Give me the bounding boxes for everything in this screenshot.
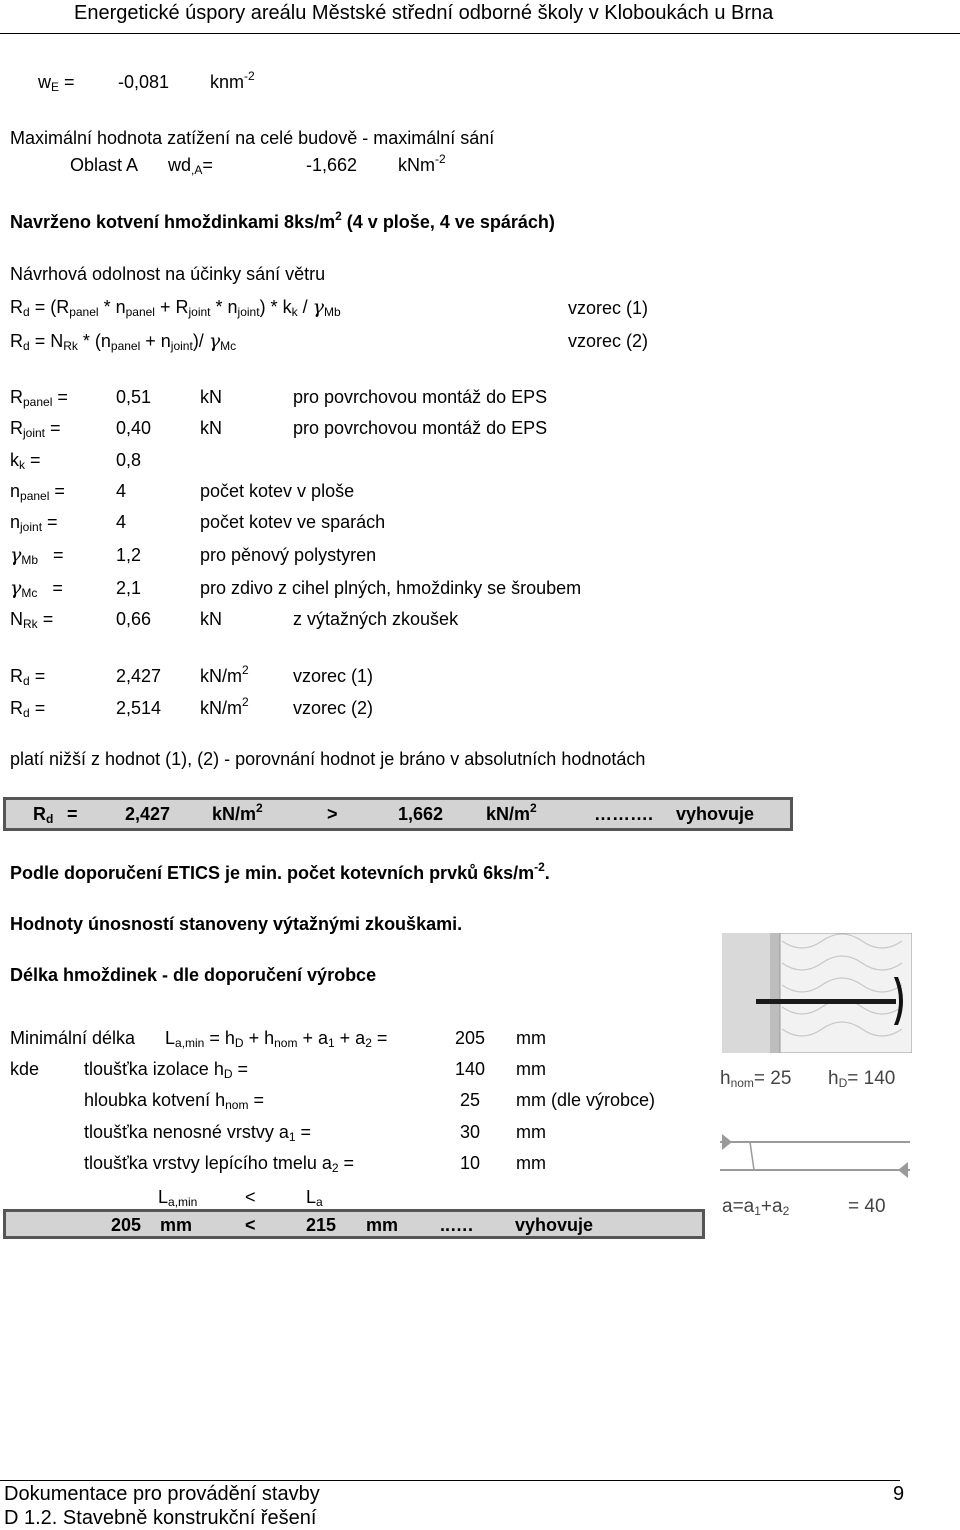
pullout-note: Hodnoty únosností stanoveny výtažnými zkouškami. bbox=[10, 914, 463, 934]
formula-1-label: vzorec (1) bbox=[568, 298, 649, 318]
header-rule bbox=[0, 33, 960, 34]
check-1-verdict: vyhovuje bbox=[676, 804, 755, 824]
footer-rule bbox=[0, 1480, 900, 1481]
formula-2: $R_d = N_{Rk} * (n_{panel} + n_{joint})/$ $\gamma_{Mc}$ bbox=[10, 330, 237, 353]
param-unit: kN bbox=[200, 418, 222, 438]
compare-lamin: $L_{a,min}$ bbox=[158, 1187, 198, 1209]
param-row: $\gamma_{Mb}$ = bbox=[10, 544, 64, 567]
param-row: $k_k$ = bbox=[10, 450, 41, 472]
check-1-eq: = bbox=[67, 804, 78, 824]
param-desc: pro pěnový polystyren bbox=[200, 545, 377, 565]
kde-label: kde bbox=[10, 1059, 40, 1079]
length-row-value: 10 bbox=[460, 1153, 481, 1173]
lower-value-note: platí nižší z hodnot (1), (2) - porovnání hodnot je bráno v absolutních hodnotách bbox=[10, 749, 646, 769]
param-desc: pro povrchovou montáž do EPS bbox=[293, 418, 548, 438]
length-row-unit: mm bbox=[516, 1059, 546, 1079]
param-row: $n_{joint}$ = bbox=[10, 512, 58, 534]
page-header-title: Energetické úspory areálu Městské střední odborné školy v Kloboukách u Brna bbox=[74, 2, 774, 24]
length-row-unit: mm (dle výrobce) bbox=[516, 1090, 656, 1110]
min-length-unit: mm bbox=[516, 1028, 546, 1048]
param-row: $\gamma_{Mc}$ = bbox=[10, 577, 63, 600]
result-row: $R_d$ = bbox=[10, 698, 46, 720]
length-row-label: tloušťka vrstvy lepícího tmelu $a_2$ = bbox=[84, 1153, 355, 1175]
check-2-limit: 215 bbox=[306, 1215, 337, 1235]
we-unit: knm$^{-2}$ bbox=[210, 69, 255, 92]
check-2-operator: < bbox=[245, 1215, 256, 1235]
compare-la: $L_a$ bbox=[306, 1187, 323, 1209]
zone-label: Oblast A bbox=[70, 155, 139, 175]
length-row-value: 140 bbox=[455, 1059, 486, 1079]
check-1-value: 2,427 bbox=[125, 804, 171, 824]
hnom-label: $h_{nom}= 25$ bbox=[720, 1068, 792, 1090]
param-value: 4 bbox=[116, 481, 127, 501]
param-value: 2,1 bbox=[116, 578, 142, 598]
we-value: -0,081 bbox=[118, 72, 170, 92]
anchor-diagram-image bbox=[722, 933, 912, 1053]
length-row-label: tloušťka nenosné vrstvy $a_1$ = bbox=[84, 1122, 312, 1144]
param-value: 4 bbox=[116, 512, 127, 532]
min-length-value: 205 bbox=[455, 1028, 486, 1048]
footer-section: D 1.2. Stavebně konstrukční řešení bbox=[4, 1507, 317, 1529]
param-value: 0,8 bbox=[116, 450, 142, 470]
check-2-unit: mm bbox=[160, 1215, 193, 1235]
result-unit: $kN/m^2$ bbox=[200, 695, 249, 718]
check-1-dots: ………. bbox=[594, 804, 654, 824]
a-sum-value: = 40 bbox=[848, 1196, 886, 1217]
param-row: $n_{panel}$ = bbox=[10, 481, 65, 503]
check-1-limit-unit: $kN/m^2$ bbox=[486, 801, 537, 824]
param-desc: pro zdivo z cihel plných, hmoždinky se šroubem bbox=[200, 578, 582, 598]
result-row: $R_d$ = bbox=[10, 666, 46, 688]
min-length-label: Minimální délka bbox=[10, 1028, 136, 1048]
formula-1: $R_d = (R_{panel} * n_{panel} + R_{joint} * n_{joint}) * k_k / \gamma_{Mb}$ bbox=[10, 296, 341, 319]
check-2-limit-unit: mm bbox=[366, 1215, 399, 1235]
length-row-label: hloubka kotvení $h_{nom}$ = bbox=[84, 1090, 264, 1112]
param-value: 0,40 bbox=[116, 418, 152, 438]
we-line: $w_E$ = bbox=[38, 72, 75, 94]
check-2-value: 205 bbox=[111, 1215, 142, 1235]
param-row: $N_{Rk}$ = bbox=[10, 609, 54, 631]
length-row-label: tloušťka izolace $h_D$ = bbox=[84, 1059, 249, 1081]
result-unit: $kN/m^2$ bbox=[200, 663, 249, 686]
dimension-arrows-graphic bbox=[720, 1130, 910, 1190]
check-1-operator: > bbox=[327, 804, 338, 824]
check-1-unit: $kN/m^2$ bbox=[212, 801, 263, 824]
param-desc: počet kotev ve sparách bbox=[200, 512, 386, 532]
wd-unit: kNm$^{-2}$ bbox=[398, 152, 446, 175]
formula-2-label: vzorec (2) bbox=[568, 331, 649, 351]
check-1-limit: 1,662 bbox=[398, 804, 444, 824]
result-value: 2,427 bbox=[116, 666, 162, 686]
param-value: 0,51 bbox=[116, 387, 152, 407]
length-row-value: 25 bbox=[460, 1090, 481, 1110]
min-length-formula: $L_{a,min} = h_D + h_{nom} + a_1 + a_2$ = bbox=[165, 1028, 388, 1050]
param-desc: z výtažných zkoušek bbox=[293, 609, 459, 629]
hd-label: $h_D= 140$ bbox=[828, 1068, 896, 1090]
param-row: $R_{panel}$ = bbox=[10, 387, 68, 409]
result-ref: vzorec (1) bbox=[293, 666, 374, 686]
check-2-dots: ..…. bbox=[440, 1215, 474, 1235]
wd-label: $wd_{,A}=$ bbox=[168, 155, 213, 177]
resistance-heading: Návrhová odolnost na účinky sání větru bbox=[10, 264, 326, 284]
result-ref: vzorec (2) bbox=[293, 698, 374, 718]
check-1-symbol: $R_d$ bbox=[33, 804, 54, 826]
result-value: 2,514 bbox=[116, 698, 162, 718]
param-value: 1,2 bbox=[116, 545, 142, 565]
footer-doc-type: Dokumentace pro provádění stavby bbox=[4, 1483, 320, 1505]
length-row-unit: mm bbox=[516, 1153, 546, 1173]
max-load-heading: Maximální hodnota zatížení na celé budově - maximální sání bbox=[10, 128, 495, 148]
a-sum-label: $a=a_1+a_2$ bbox=[722, 1196, 790, 1218]
compare-lt: < bbox=[245, 1187, 256, 1207]
param-unit: kN bbox=[200, 609, 222, 629]
anchoring-text: Navrženo kotvení hmoždinkami $8ks/m^2$ (4 v ploše, 4 ve spárách) bbox=[10, 209, 555, 232]
page-number: 9 bbox=[893, 1483, 905, 1505]
etics-note: Podle doporučení ETICS je min. počet kotevních prvků $6ks/m^{-2}$. bbox=[10, 860, 550, 883]
wd-value: -1,662 bbox=[306, 155, 358, 175]
param-row: $R_{joint}$ = bbox=[10, 418, 61, 440]
param-desc: pro povrchovou montáž do EPS bbox=[293, 387, 548, 407]
param-value: 0,66 bbox=[116, 609, 152, 629]
check-2-verdict: vyhovuje bbox=[515, 1215, 594, 1235]
length-heading: Délka hmoždinek - dle doporučení výrobce bbox=[10, 965, 377, 985]
length-row-unit: mm bbox=[516, 1122, 546, 1142]
length-row-value: 30 bbox=[460, 1122, 481, 1142]
check-2-box bbox=[3, 1209, 705, 1239]
param-desc: počet kotev v ploše bbox=[200, 481, 355, 501]
param-unit: kN bbox=[200, 387, 222, 407]
